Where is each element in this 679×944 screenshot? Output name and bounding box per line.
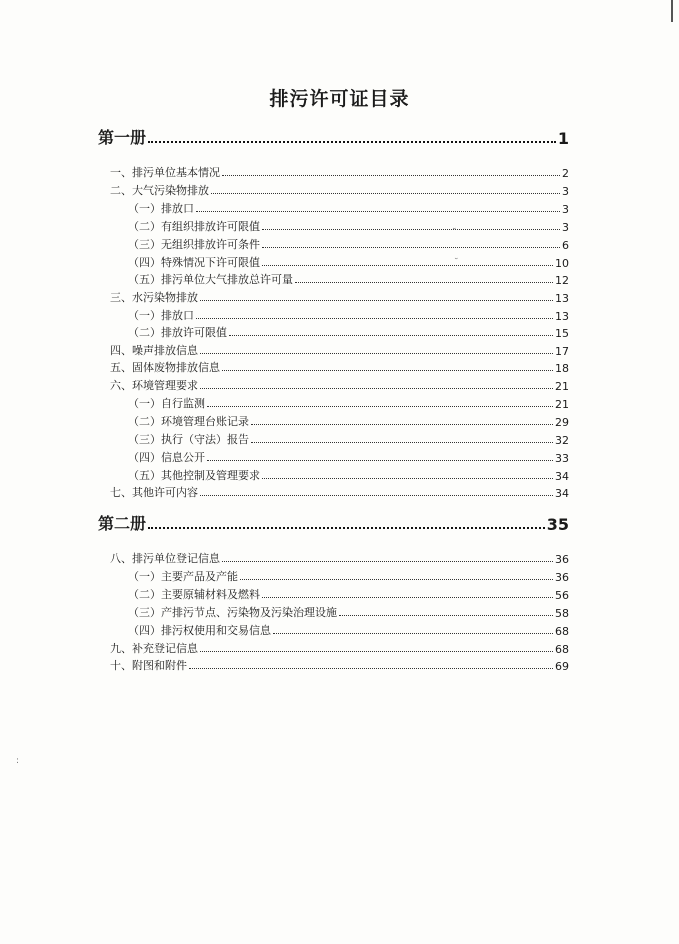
toc-entry-label: 十、附图和附件 [110, 659, 187, 672]
toc-page-number: 21 [555, 398, 569, 411]
toc-entry-label: 八、排污单位登记信息 [110, 552, 220, 565]
dot-leader [148, 527, 545, 529]
toc-section-entry[interactable] [110, 657, 569, 673]
toc-section-entry[interactable] [110, 484, 569, 500]
dot-leader [262, 478, 553, 479]
toc-entry-label: （二）排放许可限值 [128, 326, 227, 339]
dot-leader [262, 247, 560, 248]
dot-leader [262, 265, 553, 266]
toc-page-number: 56 [555, 589, 569, 602]
toc-entry-label: （五）排污单位大气排放总许可量 [128, 273, 293, 286]
toc-entry-label: 二、大气污染物排放 [110, 184, 209, 197]
toc-page-number: 12 [555, 274, 569, 287]
toc-subsection-entry[interactable] [128, 604, 569, 620]
dot-leader [222, 561, 553, 562]
dot-leader [262, 597, 553, 598]
toc-entry-label: （四）信息公开 [128, 451, 205, 464]
toc-subsection-entry[interactable] [128, 413, 569, 429]
toc-page-number: 68 [555, 625, 569, 638]
toc-subsection-entry[interactable] [128, 236, 569, 252]
scan-edge-mark [671, 0, 673, 22]
toc-page-number: 3 [562, 221, 569, 234]
scan-speck: ˘ [452, 228, 457, 238]
toc-page-number: 69 [555, 660, 569, 673]
dot-leader [240, 579, 553, 580]
dot-leader [229, 335, 553, 336]
toc-entry-label: 九、补充登记信息 [110, 642, 198, 655]
dot-leader [200, 300, 553, 301]
toc-page-number: 68 [555, 643, 569, 656]
dot-leader [295, 282, 553, 283]
dot-leader [251, 424, 553, 425]
dot-leader [200, 495, 553, 496]
dot-leader [251, 442, 553, 443]
toc-entry-label: （五）其他控制及管理要求 [128, 469, 260, 482]
toc-page-number: 6 [562, 239, 569, 252]
toc-page-number: 21 [555, 380, 569, 393]
toc-subsection-entry[interactable] [128, 622, 569, 638]
scan-speck: : [16, 756, 20, 766]
toc-entry-label: （四）特殊情况下许可限值 [128, 256, 260, 269]
toc-page-number: 10 [555, 257, 569, 270]
dot-leader [200, 388, 553, 389]
dot-leader [196, 211, 560, 212]
toc-entry-label: 三、水污染物排放 [110, 291, 198, 304]
toc-entry-label: （一）排放口 [128, 202, 194, 215]
toc-subsection-entry[interactable] [128, 254, 569, 270]
toc-subsection-entry[interactable] [128, 568, 569, 584]
dot-leader [207, 460, 553, 461]
toc-entry-label: （一）自行监测 [128, 397, 205, 410]
toc-section-entry[interactable] [110, 359, 569, 375]
toc-section-entry[interactable] [110, 164, 569, 180]
toc-page-number: 58 [555, 607, 569, 620]
dot-leader [196, 318, 553, 319]
dot-leader [207, 406, 553, 407]
toc-subsection-entry[interactable] [128, 324, 569, 340]
toc-page-number: 36 [555, 553, 569, 566]
toc-page-number: 33 [555, 452, 569, 465]
page-title: 排污许可证目录 [269, 88, 410, 110]
toc-section-entry[interactable] [110, 289, 569, 305]
dot-leader [211, 193, 560, 194]
toc-entry-label: 第一册 [98, 128, 147, 147]
toc-section-entry[interactable] [110, 182, 569, 198]
toc-page-number: 34 [555, 487, 569, 500]
toc-subsection-entry[interactable] [128, 218, 569, 234]
toc-page-number: 15 [555, 327, 569, 340]
toc-entry-label: 四、噪声排放信息 [110, 344, 198, 357]
toc-page-number: 13 [555, 292, 569, 305]
toc-subsection-entry[interactable] [128, 431, 569, 447]
toc-entry-label: （二）有组织排放许可限值 [128, 220, 260, 233]
toc-subsection-entry[interactable] [128, 395, 569, 411]
toc-page-number: 17 [555, 345, 569, 358]
toc-entry-label: 六、环境管理要求 [110, 379, 198, 392]
dot-leader [148, 141, 556, 143]
toc-page-number: 13 [555, 310, 569, 323]
toc-page-number: 3 [562, 185, 569, 198]
toc-subsection-entry[interactable] [128, 307, 569, 323]
toc-page-number: 2 [562, 167, 569, 180]
toc-page-number: 29 [555, 416, 569, 429]
toc-page-number: 35 [546, 515, 569, 534]
toc-entry-label: （二）环境管理台账记录 [128, 415, 249, 428]
dot-leader [200, 353, 553, 354]
toc-entry-label: （四）排污权使用和交易信息 [128, 624, 271, 637]
toc-section-entry[interactable] [110, 640, 569, 656]
toc-volume-entry[interactable] [98, 512, 569, 534]
toc-page-number: 34 [555, 470, 569, 483]
dot-leader [222, 175, 560, 176]
toc-entry-label: 第二册 [98, 514, 147, 533]
toc-entry-label: （三）无组织排放许可条件 [128, 238, 260, 251]
toc-entry-label: 七、其他许可内容 [110, 486, 198, 499]
toc-page-number: 32 [555, 434, 569, 447]
toc-entry-label: 五、固体废物排放信息 [110, 361, 220, 374]
dot-leader [222, 370, 553, 371]
toc-page-number: 36 [555, 571, 569, 584]
dot-leader [189, 668, 553, 669]
toc-page-number: 1 [557, 129, 569, 148]
toc-page-number: 3 [562, 203, 569, 216]
toc-entry-label: （一）主要产品及产能 [128, 570, 238, 583]
toc-section-entry[interactable] [110, 550, 569, 566]
dot-leader [262, 229, 560, 230]
scan-speck: ˘ [454, 258, 459, 268]
toc-entry-label: （二）主要原辅材料及燃料 [128, 588, 260, 601]
toc-entry-label: （三）执行（守法）报告 [128, 433, 249, 446]
toc-subsection-entry[interactable] [128, 467, 569, 483]
toc-subsection-entry[interactable] [128, 586, 569, 602]
toc-subsection-entry[interactable] [128, 449, 569, 465]
toc-subsection-entry[interactable] [128, 200, 569, 216]
dot-leader [200, 651, 553, 652]
dot-leader [339, 615, 553, 616]
dot-leader [273, 633, 553, 634]
toc-section-entry[interactable] [110, 377, 569, 393]
toc-volume-entry[interactable] [98, 126, 569, 148]
toc-entry-label: 一、排污单位基本情况 [110, 166, 220, 179]
toc-page-number: 18 [555, 362, 569, 375]
toc-subsection-entry[interactable] [128, 271, 569, 287]
toc-entry-label: （三）产排污节点、污染物及污染治理设施 [128, 606, 337, 619]
toc-section-entry[interactable] [110, 342, 569, 358]
toc-entry-label: （一）排放口 [128, 309, 194, 322]
